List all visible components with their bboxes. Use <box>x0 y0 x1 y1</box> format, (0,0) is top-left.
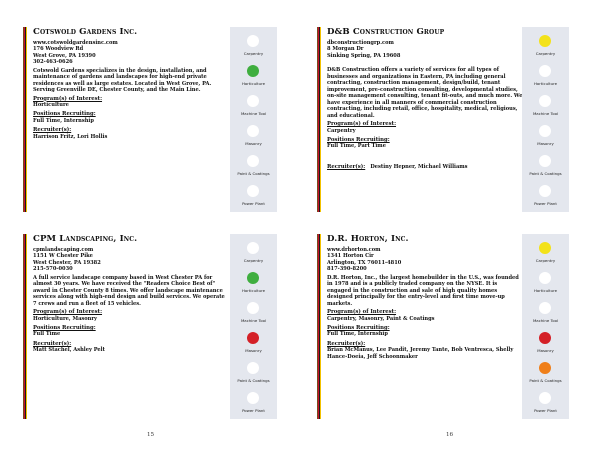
company-card <box>23 27 275 212</box>
trade-label: Masonry <box>245 348 262 353</box>
empty-indicator-dot <box>247 125 259 137</box>
programs-label: Program(s) of Interest: <box>33 95 103 102</box>
trade-label: Horticulture <box>533 288 558 293</box>
trade-slot <box>522 272 569 302</box>
trade-panel <box>522 234 569 419</box>
color-stripe <box>317 234 321 419</box>
trade-label: Paint & Coatings <box>529 171 562 176</box>
programs-value: Horticulture, Masonry <box>33 315 98 322</box>
trade-label: Carpentry <box>243 51 264 56</box>
programs-value: Horticulture <box>33 102 69 109</box>
trade-label: Machine Tool <box>532 318 559 323</box>
yellow-indicator-dot <box>539 35 551 47</box>
trade-label: Power Plant <box>534 201 557 206</box>
color-stripe <box>23 234 27 419</box>
positions-value: Full Time, Part Time <box>327 143 386 150</box>
recruiters-value: Brian McManus, Lee Pandit, Jeremy Tante, Bob Ventresca, Shelly Hance-Doeia, Jeff Schoonmaker <box>327 347 514 360</box>
company-name: D.R. Horton, Inc. <box>327 234 409 244</box>
trade-slot <box>230 392 277 422</box>
recruiters-row <box>327 153 523 172</box>
page-number: 16 <box>446 432 454 438</box>
recruiters-label: Recruiter(s): <box>33 127 72 134</box>
page-number: 15 <box>147 432 155 438</box>
description: A full service landscape company based in West Chester PA for almost 30 years. We have received the "Readers Choice Best of" award in Chester County 8 times. We offer landscape maintenance services along with high-end design and build services. We operate 7 crews and run a fleet of 15 vehicles. <box>33 274 225 307</box>
empty-indicator-dot <box>539 65 551 77</box>
trade-slot <box>522 302 569 332</box>
trade-slot <box>230 125 277 155</box>
trade-slot <box>230 362 277 392</box>
trade-label: Carpentry <box>535 51 556 56</box>
trade-label: Carpentry <box>243 258 264 263</box>
city-address: West Chester, PA 19382 <box>33 259 101 266</box>
trade-slot <box>230 185 277 215</box>
recruiters-value: Matt Stachel, Ashley Pelt <box>33 347 105 354</box>
programs-label: Program(s) of Interest: <box>327 309 397 316</box>
programs-value: Carpentry <box>327 127 356 134</box>
programs-label: Program(s) of Interest: <box>327 121 397 128</box>
trade-panel <box>230 27 277 212</box>
recruiters-label: Recruiter(s): <box>327 340 366 347</box>
empty-indicator-dot <box>247 392 259 404</box>
programs-value: Carpentry, Masonry, Paint & Coatings <box>327 315 435 322</box>
trade-label: Carpentry <box>535 258 556 263</box>
company-name: CPM Landscaping, Inc. <box>33 234 138 244</box>
color-stripe <box>23 27 27 212</box>
trade-panel <box>522 27 569 212</box>
trade-label: Machine Tool <box>240 318 267 323</box>
trade-slot <box>522 185 569 215</box>
empty-indicator-dot <box>247 185 259 197</box>
trade-label: Horticulture <box>533 81 558 86</box>
yellow-indicator-dot <box>539 242 551 254</box>
description: D&B Construction offers a variety of services for all types of businesses and organizations in Eastern, PA including general contracting, construction management, design/build, tenant improvement, pre-construction consulting, developmental studies, on-site management consulting, tenant fit-outs, and much more. We have experience in all manners of commercial construction contracting, including retail, office, hospitality, medical, religious, and educational. <box>327 67 523 119</box>
trade-label: Power Plant <box>534 408 557 413</box>
company-card <box>23 234 275 419</box>
trade-slot <box>522 332 569 362</box>
positions-value: Full Time, Internship <box>327 331 388 338</box>
trade-slot <box>230 95 277 125</box>
empty-indicator-dot <box>539 125 551 137</box>
trade-label: Masonry <box>245 141 262 146</box>
trade-label: Machine Tool <box>532 111 559 116</box>
positions-label: Positions Recruiting: <box>327 324 390 331</box>
website: www.drhorton.com <box>327 247 381 253</box>
empty-indicator-dot <box>247 95 259 107</box>
street-address: 1151 W Chester Pike <box>33 253 93 260</box>
empty-indicator-dot <box>539 185 551 197</box>
trade-slot <box>230 332 277 362</box>
empty-indicator-dot <box>539 272 551 284</box>
green-indicator-dot <box>247 65 259 77</box>
trade-slot <box>522 95 569 125</box>
city-address: West Grove, PA 19390 <box>33 52 96 59</box>
trade-slot <box>522 155 569 185</box>
orange-indicator-dot <box>539 362 551 374</box>
description: D.R. Horton, Inc., the largest homebuilder in the U.S., was founded in 1978 and is a publicly traded company on the NYSE. It is engaged in the construction and sale of high quality homes designed principally for the entry-level and first time move-up markets. <box>327 274 519 307</box>
phone: 817-390-8200 <box>327 266 367 273</box>
trade-label: Paint & Coatings <box>237 378 270 383</box>
street-address: 1341 Horton Cir <box>327 253 374 260</box>
red-indicator-dot <box>247 332 259 344</box>
trade-label: Power Plant <box>242 408 265 413</box>
trade-label: Paint & Coatings <box>529 378 562 383</box>
positions-label: Positions Recruiting: <box>33 111 96 118</box>
trade-slot <box>230 65 277 95</box>
card-body <box>33 27 229 212</box>
positions-label: Positions Recruiting: <box>327 137 390 144</box>
recruiters-label: Recruiter(s): <box>327 163 366 170</box>
website: cpmlandscaping.com <box>33 247 94 253</box>
card-body <box>327 27 523 212</box>
website: dbconstructiongrp.com <box>327 40 394 46</box>
empty-indicator-dot <box>247 302 259 314</box>
website: www.cotswoldgardensinc.com <box>33 40 118 46</box>
trade-slot <box>522 35 569 65</box>
trade-panel <box>230 234 277 419</box>
empty-indicator-dot <box>247 362 259 374</box>
empty-indicator-dot <box>539 155 551 167</box>
company-card <box>317 234 569 419</box>
recruiters-value: Destiny Hepner, Michael Williams <box>370 163 468 170</box>
programs-label: Program(s) of Interest: <box>33 309 103 316</box>
description: Cotswold Gardens specializes in the design, installation, and maintenance of gardens and landscapes for high-end private residences as well as large estates. Located in West Grove, PA. Serving Greenville DE, Chester County, and the Main Line. <box>33 67 212 94</box>
positions-value: Full Time <box>33 331 61 338</box>
empty-indicator-dot <box>247 155 259 167</box>
company-name: Cotswold Gardens Inc. <box>33 27 138 37</box>
phone: 215-570-0030 <box>33 266 73 273</box>
trade-slot <box>230 155 277 185</box>
trade-label: Machine Tool <box>240 111 267 116</box>
empty-indicator-dot <box>247 35 259 47</box>
trade-slot <box>522 362 569 392</box>
trade-slot <box>522 392 569 422</box>
company-card <box>317 27 569 212</box>
company-name: D&B Construction Group <box>327 27 445 37</box>
empty-indicator-dot <box>539 95 551 107</box>
empty-indicator-dot <box>539 302 551 314</box>
trade-slot <box>522 125 569 155</box>
trade-label: Paint & Coatings <box>237 171 270 176</box>
street-address: 8 Morgan Dr <box>327 46 364 53</box>
card-body <box>327 234 523 419</box>
trade-slot <box>522 242 569 272</box>
trade-slot <box>230 302 277 332</box>
phone: 302-463-0626 <box>33 59 73 66</box>
trade-slot <box>522 65 569 95</box>
red-indicator-dot <box>539 332 551 344</box>
positions-value: Full Time, Internship <box>33 117 94 124</box>
trade-label: Horticulture <box>241 81 266 86</box>
city-address: Arlington, TX 76011-4810 <box>327 259 402 266</box>
color-stripe <box>317 27 321 212</box>
trade-slot <box>230 242 277 272</box>
empty-indicator-dot <box>247 242 259 254</box>
trade-label: Masonry <box>537 348 554 353</box>
city-address: Sinking Spring, PA 19608 <box>327 52 401 59</box>
trade-slot <box>230 272 277 302</box>
positions-label: Positions Recruiting: <box>33 324 96 331</box>
recruiters-value: Harrison Fritz, Lori Hollis <box>33 133 108 140</box>
trade-slot <box>230 35 277 65</box>
recruiters-label: Recruiter(s): <box>33 340 72 347</box>
trade-label: Horticulture <box>241 288 266 293</box>
green-indicator-dot <box>247 272 259 284</box>
card-body <box>33 234 229 419</box>
empty-indicator-dot <box>539 392 551 404</box>
street-address: 176 Woodview Rd <box>33 46 84 53</box>
trade-label: Masonry <box>537 141 554 146</box>
trade-label: Power Plant <box>242 201 265 206</box>
